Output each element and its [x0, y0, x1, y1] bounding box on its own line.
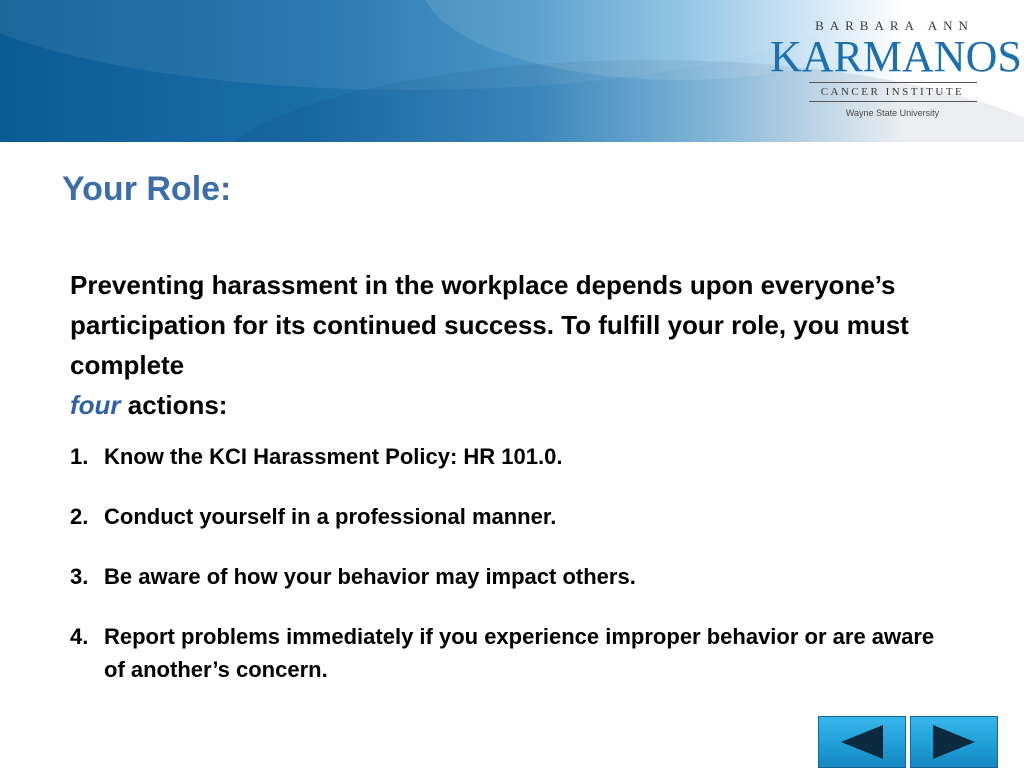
- actions-list: [70, 440, 950, 713]
- logo-name: KARMANOS: [770, 32, 1022, 81]
- next-slide-button[interactable]: [910, 716, 998, 768]
- logo-divider: [809, 82, 977, 83]
- action-number: 4.: [70, 624, 89, 649]
- action-text: Know the KCI Harassment Policy: HR 101.0.: [104, 444, 563, 469]
- intro-text: Preventing harassment in the workplace depends upon everyone’s participation for its continued success. To fulfill your role, you must complete: [70, 270, 909, 380]
- list-item: [70, 440, 950, 473]
- list-item: [70, 620, 950, 686]
- action-number: 3.: [70, 564, 89, 589]
- action-number: 2.: [70, 504, 89, 529]
- triangle-left-icon: [819, 717, 905, 767]
- logo-top-line: BARBARA ANN: [815, 18, 974, 33]
- logo-subtitle: CANCER INSTITUTE: [820, 86, 965, 98]
- logo-affiliation: Wayne State University: [845, 108, 940, 118]
- intro-paragraph: [70, 265, 910, 425]
- slide-title: Your Role:: [62, 170, 232, 208]
- action-text: Conduct yourself in a professional manner.: [104, 504, 557, 529]
- slide-navigation: [818, 716, 998, 768]
- action-text: Report problems immediately if you experience improper behavior or are aware of another’s concern.: [104, 624, 935, 682]
- logo-divider: [809, 101, 977, 102]
- list-item: [70, 500, 950, 533]
- previous-slide-button[interactable]: [818, 716, 906, 768]
- triangle-right-icon: [911, 717, 997, 767]
- action-text: Be aware of how your behavior may impact others.: [104, 564, 636, 589]
- karmanos-logo: [770, 14, 1022, 134]
- intro-emphasis: four: [70, 390, 121, 420]
- action-number: 1.: [70, 444, 89, 469]
- list-item: [70, 560, 950, 593]
- intro-end: actions:: [127, 390, 228, 420]
